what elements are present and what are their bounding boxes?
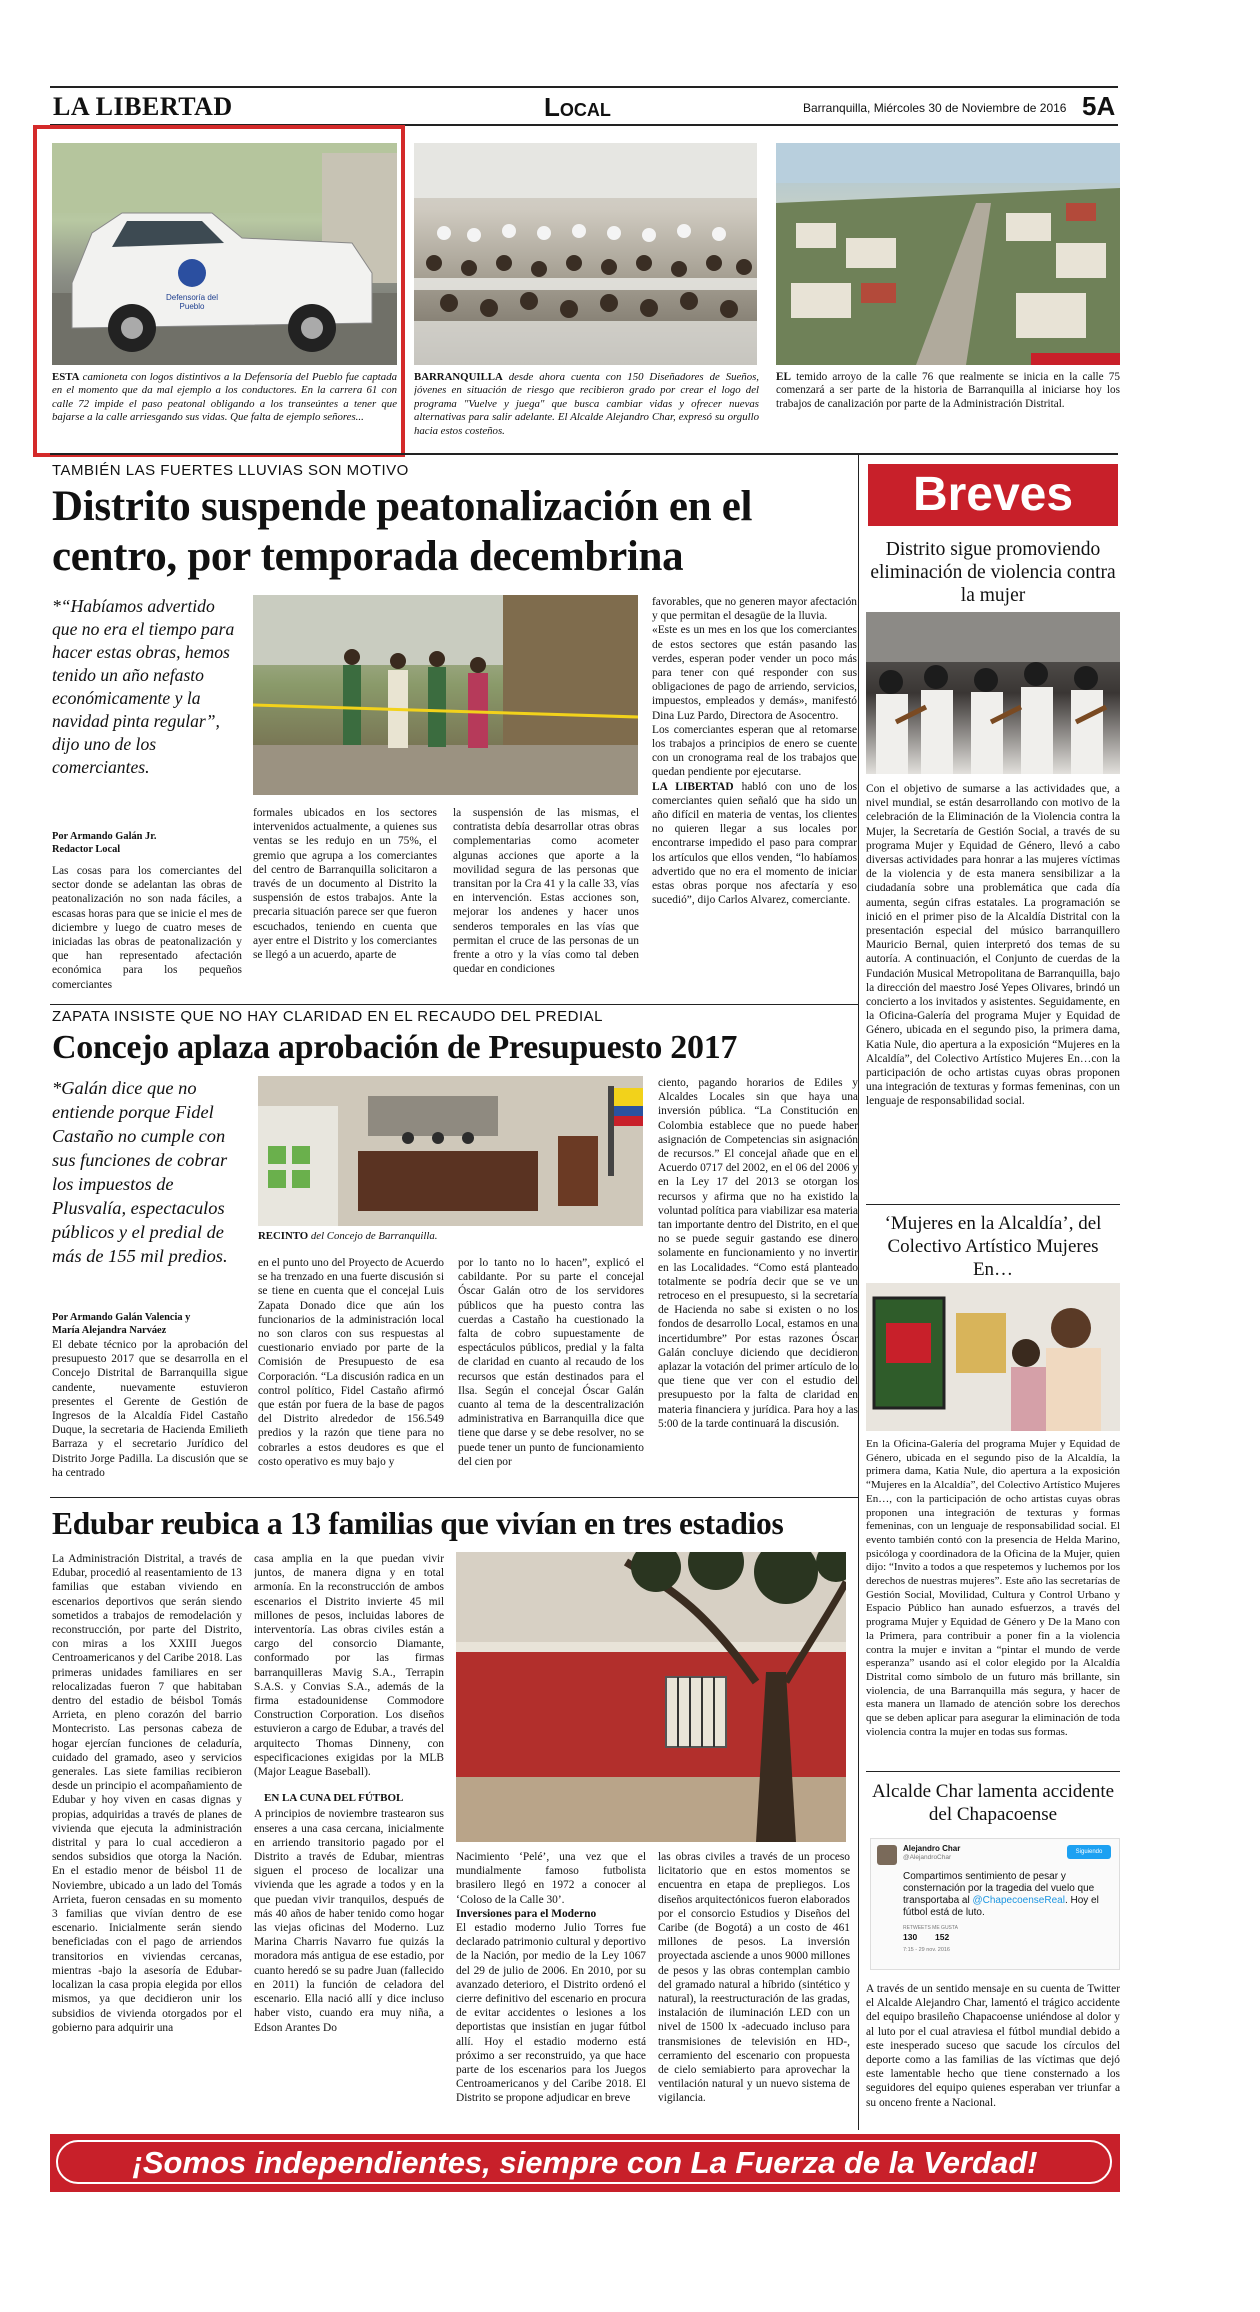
tweet-avatar	[877, 1845, 897, 1865]
breve2-bottom-rule	[866, 1771, 1120, 1772]
paper-name: LA LIBERTAD	[53, 92, 233, 121]
photo-council-chamber	[258, 1076, 643, 1226]
story2-column-3: por lo tanto no lo hacen”, explicó el cabildante. Por su parte el concejal Óscar Galán otro de los servidores públicos que ha puesto contra las cuerdas a Castaño ha cuestionado la falta de cobro supuestamente de espectáculos públicos, predial y la falta de claridad en cuanto al recaudo de los recursos que están destinados para el Ilsa. Según el concejal Óscar Galán cuanto al tema de la descentralización administrativa en Barranquilla dice que tiene que darse y se debe resolver, no se puede tener un punto de funcionamiento del cien por	[458, 1257, 644, 1468]
story3-column-1: La Administración Distrital, a través de Edubar, procedió al reasentamiento de 13 familias que estaban viviendo en escenarios deportivos que serán siendo sometidos a trabajos de remodelación y reconstrucción, por parte del Distrito, con miras a los XXIII Juegos Centroamericanos y del Caribe 2018. Las primeras unidades familiares en ser relocalizadas fueron 7 que habitaban dentro del estadio de béisbol Tomás Arrieta, en pleno corazón del barrio Montecristo. Las personas cabeza de hogar ejercían funciones de celaduría, cuidado del gramado, aseo y servicios generales. Las siete familias recibieron desde un principio el acompañamiento de Edubar y hoy viven en casas dignas y propias, adquiridas a través de planes de vivienda que ejecuta la administración distrital y para lo cual accedieron a sendos subsidios que otorga la Nación. En el estadio menor de béisbol 11 de Noviembre, ubicado a un lado del Tomás Arrieta, fueron censadas en su momento 3 familias que vivían dentro de ese escenario. Inicialmente serán siendo beneficiadas con el pago de arriendos transitorios en viviendas cercanas, mientras -bajo la asesoría de Edubar- localizan la casa propia elegida por ellos mismos, ya que decidieron unir los subsidios de vivienda otorgados por el gobierno para adquirir una	[52, 1553, 242, 2034]
story1-bottom-rule	[50, 1004, 858, 1005]
breves-title: Breves	[868, 464, 1118, 526]
tweet-text-part2: . Hoy el fútbol está de luto.	[903, 1895, 1099, 1918]
photo-aerial-city	[776, 143, 1120, 365]
caption-text: del Concejo de Barranquilla.	[308, 1230, 438, 1242]
header-top-rule	[50, 86, 1118, 88]
photo-art-exhibit	[866, 1283, 1120, 1431]
rail-divider	[858, 455, 859, 2130]
story1-col4-lead: LA LIBERTAD	[652, 780, 734, 793]
photo-street-merchants	[253, 595, 638, 795]
tweet-author-name: Alejandro Char	[903, 1844, 961, 1853]
story3-col2-para-2: A principios de noviembre trastearon sus enseres a una casa cercana, inicialmente en arriendo transitorio pagado por el Distrito a través de Edubar, mientras siguen el proceso de localizar una vivienda que les agrade a todos y en la que puedan vivir tranquilos, después de más 40 años de haber tenido como hogar las viejas oficinas del Moderno. Luz Marina Charris Navarro fue quizás la moradora más antigua de ese estadio, por cuanto heredó se su padre Juan (fallecido en 2011) la función de celadora del escenario. Ella nació allí y dice incluso haber visto, cuando era muy niña, a Edson Arantes Do	[254, 1808, 444, 2034]
story2-byline-coauthor: María Alejandra Narváez	[52, 1325, 167, 1336]
story3-col2-para-1: casa amplia en la que puedan vivir juntos, de manera digna y en total armonía. En la reconstrucción de ambos escenarios el Distrito invierte 45 mil millones de pesos, incluidas labores de interventoría. Las obras civiles están a cargo del consorcio Diamante, conformado por las firmas barranquilleras Mavig S.A., Terrapin S.A.S. y Convias S.A., además de la firma estadounidense Commodore Construction Corporation. Los diseños estuvieron a cargo de Edubar, a través del arquitecto Thomas Dinneny, con especificaciones exigidas por la MLB (Major League Baseball).	[254, 1553, 444, 1779]
story1-byline	[52, 830, 242, 856]
photo-orchestra	[866, 612, 1120, 774]
caption-truck	[52, 371, 397, 443]
page-number: 5A	[1082, 91, 1116, 121]
caption-text: desde ahora cuenta con 150 Diseñadores de Sueños, jóvenes en situación de riesgo que recibieron grado por crear el logo del programa "Vuelve y juega" que busca cambiar vidas y ofrecer nuevas alternativas para salir adelante. El Alcalde Alejandro Char, expresó su orgullo hacia estos costeños.	[414, 371, 759, 437]
story3-col3-para-2: El estadio moderno Julio Torres fue declarado patrimonio cultural y deportivo de la Nación, por medio de la Ley 1067 del 29 de julio de 2006. En 2010, por su avanzado deterioro, el Distrito ordenó el cierre definitivo del escenario en procura de evitar accidentes o lesiones a los deportistas que insistían en jugar fútbol allí. Hoy el estadio moderno está próximo a ser reconstruido, ya que hace parte de los escenarios para los Juegos Centroamericanos y del Caribe 2018. El Distrito se propone adjudicar en breve	[456, 1922, 646, 2105]
story1-pull-quote: *“Habíamos advertido que no era el tiempo para hacer estas obras, hemos tenido un año nefasto económicamente y la navidad pinta regular”, dijo uno de los comerciantes.	[52, 596, 235, 777]
story1-column-2: formales ubicados en los sectores intervenidos actualmente, a quienes sus ventas se les redujo en un 75%, el gremio que agrupa a los comerciantes del centro de Barranquilla solicitaron a través de un documento al Distrito la suspensión de estos trabajos. Ante la precaria situación parece ser que fueron escuchados, teniendo en cuenta que ayer entre el Distrito y los comerciantes se llegó a un acuerdo, aparte de	[253, 807, 437, 962]
story2-photo-caption	[258, 1230, 643, 1246]
story1-column-1: Las cosas para los comerciantes del sector donde se adelantan las obras de peatonalización no son nada fáciles, a escasas horas para que se inicie el mes de diciembre y luego de cuatro meses de iniciadas las obras de peatonalización y que han representado afectación económica para los pequeños comerciantes	[52, 865, 242, 991]
story3-column-4: las obras civiles a través de un proceso licitatorio que en estos momentos se encuentra en etapa de prepliegos. Los diseños arquitectónicos fueron elaborados por el consorcio Estudios y Diseños del Caribe (de Bogotá) a un costo de 461 millones de pesos. La inversión proyectada asciende a unos 9000 millones de pesos y las obras contemplan cambio del gramado natural a híbrido (sintético y natural), la reestructuración de las gradas, instalación de iluminación LED con un nivel de 1500 lx -adecuado incluso para transmisiones de televisión en HD-, cerramiento del escenario con propuesta de cielo semiabierto para aprovechar la ventilación natural y un nuevo sistema de vigilancia.	[658, 1851, 850, 2105]
story2-headline: Concejo aplaza aprobación de Presupuesto 2017	[52, 1029, 738, 1066]
story1-headline: Distrito suspende peatonalización en el centro, por temporada decembrina	[52, 483, 753, 580]
photo-truck	[52, 143, 397, 365]
story2-byline-author: Por Armando Galán Valencia y	[52, 1312, 191, 1323]
story1-byline-author: Por Armando Galán Jr.	[52, 831, 157, 842]
caption-lead: RECINTO	[258, 1230, 309, 1242]
story3-column-2	[254, 1552, 444, 2127]
tweet-card	[870, 1838, 1120, 1970]
breve1-headline: Distrito sigue promoviendo eliminación de violencia contra la mujer	[870, 539, 1116, 606]
caption-text: camioneta con logos distintivos a la Defensoría del Pueblo fue captada en el momento que da mal ejemplo a los conductores. En la carrera 61 con calle 72 impide el paso peatonal obligando a los transeúntes a tener que bajarse a la calle arriesgando sus vidas. Que falta de ejemplo señores...	[52, 371, 397, 424]
section-name: Local	[544, 92, 611, 122]
breve3-text: A través de un sentido mensaje en su cuenta de Twitter el Alcalde Alejandro Char, lamentó el trágico accidente del equipo brasileño Chapacoense uniéndose al dolor y al luto por el cual atraviesa el fútbol mundial debido a este inesperado suceso que sacude los círculos del deporte como a las familias de las víctimas que dejó este lamentable hecho que tiene consternado a los seguidores del equipo quienes esperaban ver triunfar a su onceno frente a Nacional.	[866, 1983, 1120, 2109]
story3-col3-subhead: Inversiones para el Moderno	[456, 1907, 597, 1920]
tweet-retweet-count: 130	[903, 1932, 918, 1942]
story2-column-4: ciento, pagando horarios de Ediles y Alcaldes Locales sin que haya una inversión pública. “La Constitución en Colombia establece que no puede haber asignación de Competencias sin asignación de recursos.” El concejal añade que en el Acuerdo 0717 del 2002, en el 06 del 2006 y en la Ley 17 del 2013 se otorgan los recursos y afirma que no ha existido la voluntad política para viabilizar esa materia tan importante dentro del Distrito, en el que no se puede seguir gastando ese dinero solamente en funcionamiento y no invertir en las Localidades. “Como está planteado totalmente se podría decir que se ve un retroceso en el presupuesto, si la secretaría de Hacienda no sabe si existen o no los fondos de desarrollo Local, estamos en una incertidumbre” Por estas razones Óscar Galán concluye diciendo que decidieron aplazar la votación del primer artículo de lo que tiene que ver con el estudio del presupuesto por la falta de claridad en materia financiera y jurídica. Para hoy a las 5:00 de la tarde continuará la discusión.	[658, 1077, 858, 1430]
story2-column-1: El debate técnico por la aprobación del presupuesto 2017 que se desarrolla en el Concejo Distrital de Barranquilla sigue candente, nuevamente estuvieron presentes el Gerente de Gestión de Ingresos de la Alcaldía Fidel Castaño Duque, la secretaria de Hacienda Emilieth Barraza y el secretario Jurídico del Distrito Jorge Padilla. La discusión que se ha centrado	[52, 1339, 248, 1479]
tweet-text	[903, 1871, 1113, 1919]
breve2-text: En la Oficina-Galería del programa Mujer y Equidad de Género, ubicada en el segundo piso de la Alcaldía, la primera dama, Katia Nule, dio apertura a la exposición “Mujeres en la Alcaldía”, del Colectivo Artístico Mujeres En…, con la participación de ocho artistas cuyas obras proponen una integración de texturas y formas femeninas, con un lenguaje de responsabilidad social. El evento también contó con la presencia de Helda Marino, psicóloga y coordinadora de la Oficina de la Mujer, quien dijo: “Invito a todos a que respetemos y luchemos por los derechos de nuestras mujeres”. Este año las secretarías de Gestión Social, Movilidad, Cultura y Control Urbano y Espacio Público han aunado esfuerzos, a través del programa Mujer y Equidad de Género y De la Mano con la Primera, para contribuir a poner fin a la violencia contra la mujer e invitan a “pintar el mundo de verde esperanza” usando así el color elegido por la Alcaldía Distrital como símbolo de un futuro más brillante, sin violencia, de una Barranquilla más segura, y hacer de esta manera un llamado de atención sobre los derechos que se deben aplicar para asegurar la eliminación de toda violencia contra la mujer en todas sus formas.	[866, 1438, 1120, 1738]
story1-byline-role: Redactor Local	[52, 844, 121, 855]
breve1-bottom-rule	[866, 1204, 1120, 1205]
story3-column-3	[456, 1850, 646, 2127]
photo-graduates	[414, 143, 757, 365]
caption-graduates	[414, 371, 759, 443]
tweet-stats-labels: RETWEETS ME GUSTA	[903, 1925, 958, 1931]
story1-col4-para-4	[652, 780, 857, 908]
story3-col3-para-1: Nacimiento ‘Pelé’, una vez que el mundialmente famoso futbolista brasilero llegó en 1972 a conocer al ‘Coloso de la Calle 30’.	[456, 1851, 646, 1906]
photo-stadium-building	[456, 1552, 846, 1842]
tweet-text-part1: Compartimos sentimiento de pesar y consternación por la tragedia del vuelo que transportaba al	[903, 1871, 1095, 1906]
tweet-timestamp: 7:15 - 29 nov. 2016	[903, 1947, 950, 1953]
story2-bottom-rule	[50, 1497, 858, 1498]
story1-column-3: la suspensión de las mismas, el contratista debía desarrollar otras obras complementarias como acometer algunas acciones que aporte a la movilidad segura de las personas que transitan por la Cra 41 y la calle 33, vías en intervención. Estas acciones son, mejorar los andenes y hacer unos senderos temporales en las vías que permitan el cruce de las personas de un frente a otro y la vías como tal deben quedar en condiciones	[453, 807, 639, 976]
story2-pull-quote: *Galán dice que no entiende porque Fidel Castaño no cumple con sus funciones de cobrar los impuestos de Plusvalía, espectaculos públicos y el predial de más de 155 mil predios.	[52, 1078, 228, 1266]
story1-col4-para-1: favorables, que no generen mayor afectación y que permitan el desagüe de la lluvia.	[652, 596, 857, 623]
truck-logo-text: Defensoría del Pueblo	[165, 293, 219, 311]
story1-kicker: TAMBIÉN LAS FUERTES LLUVIAS SON MOTIVO	[52, 462, 409, 479]
top-photos-bottom-rule	[50, 453, 1118, 455]
story3-col2-subhead: EN LA CUNA DEL FÚTBOL	[264, 1792, 404, 1805]
story1-col4-text: habló con uno de los comerciantes quien señaló que ha sido un año difícil en materia de ventas, los clientes no quieren llegar a sus locales por encontrarse impedido el paso para comprar los artículos que ellos venden, “lo habíamos advertido que no era el momento de iniciar estas obras porque nos afectaría y eso sucedió”, dijo Carlos Alvarez, comerciante.	[652, 780, 857, 907]
banner-slogan: ¡Somos independientes, siempre con La Fuerza de la Verdad!	[132, 2145, 1038, 2180]
bottom-banner	[50, 2134, 1120, 2192]
breve3-headline: Alcalde Char lamenta accidente del Chapacoense	[871, 1781, 1115, 1825]
tweet-like-count: 152	[935, 1932, 950, 1942]
caption-lead: EL	[776, 371, 791, 383]
issue-date: Barranquilla, Miércoles 30 de Noviembre de 2016	[803, 101, 1067, 115]
story1-column-4	[652, 595, 857, 1005]
story2-column-2: en el punto uno del Proyecto de Acuerdo se ha trenzado en una fuerte discusión si se tiene en cuenta que el concejal Luis Zapata Donado dice que aún los funcionarios de la administración local no son claros con sus respuestas al cuestionario enviado por parte de la Comisión de Presupuesto de esa Corporación. “La discusión radica en un control político, Fidel Castaño afirmó que están por fuera de la base de pagos del Distrito alrededor de 156.549 predios y la razón que tiene para no cobrarles a estos deudores es que el costo operativo es muy bajo y	[258, 1257, 444, 1468]
breve2-headline: ‘Mujeres en la Alcaldía’, del Colectivo Artístico Mujeres En…	[884, 1213, 1102, 1280]
story2-kicker: ZAPATA INSISTE QUE NO HAY CLARIDAD EN EL RECAUDO DEL PREDIAL	[52, 1008, 603, 1025]
tweet-follow-button[interactable]: Siguiendo	[1067, 1845, 1111, 1859]
story3-headline: Edubar reubica a 13 familias que vivían en tres estadios	[52, 1506, 784, 1541]
caption-text: temido arroyo de la calle 76 que realmente se inicia en la calle 75 comenzará a ser parte de la historia de Barranquilla al iniciarse hoy los trabajos de canalización por parte de la Administración Distrital.	[776, 371, 1120, 410]
story2-byline	[52, 1311, 248, 1337]
caption-lead: BARRANQUILLA	[414, 371, 503, 383]
breve1-text: Con el objetivo de sumarse a las actividades que, a nivel mundial, se están desarrollando con motivo de la celebración de la Eliminación de la Violencia contra la Mujer, la Secretaría de Gestión Social, a través de su programa Mujer y Equidad de Género, llevó a cabo diversas actividades para honrar a las mujeres víctimas de la violencia y de esta manera sensibilizar a la ciudadanía sobre una problemática que cada día aumenta, según cifras estatales. La programación se inició en el primer piso de la Alcaldía Distrital con la presentación especial del músico barranquillero Mauricio Bernal, quien interpretó dos temas de su autoría. A continuación, el Conjunto de cuerdas de la Fundación Musical Metropolitana de Barranquilla, bajo la dirección del maestro José Yepes Olivares, brindó un concierto a los invitados y asistentes. Seguidamente, en la Oficina-Galería del programa Mujer y Equidad de Género, ubicada en el segundo piso, la primera dama, Katia Nule, dio apertura a la exposición “Mujeres en la Alcaldía”, del Colectivo Artístico Mujeres En…con la participación de ocho artistas cuyas obras proponen una integración de texturas y formas femeninas, con un lenguaje de responsabilidad social.	[866, 783, 1120, 1108]
tweet-mention-link[interactable]: @ChapecoenseReal	[972, 1895, 1065, 1906]
story1-col4-para-3: Los comerciantes esperan que al retomarse los trabajos a principios de enero se cuente con un cronograma real de los trabajos que quedan pendiente por ejecutarse.	[652, 723, 857, 779]
caption-lead: ESTA	[52, 371, 80, 383]
tweet-author-handle: @AlejandroChar	[903, 1854, 952, 1861]
story1-col4-para-2: «Este es un mes en los que los comerciantes de estos sectores que están pasando las verdes, esperan poder vender un poco más para tener con qué responder con sus obligaciones de pago de arriendo, servicios, impuestos, empleados y demás», manifestó Dina Luz Pardo, Directora de Asocentro.	[652, 624, 857, 722]
caption-aerial	[776, 371, 1120, 443]
